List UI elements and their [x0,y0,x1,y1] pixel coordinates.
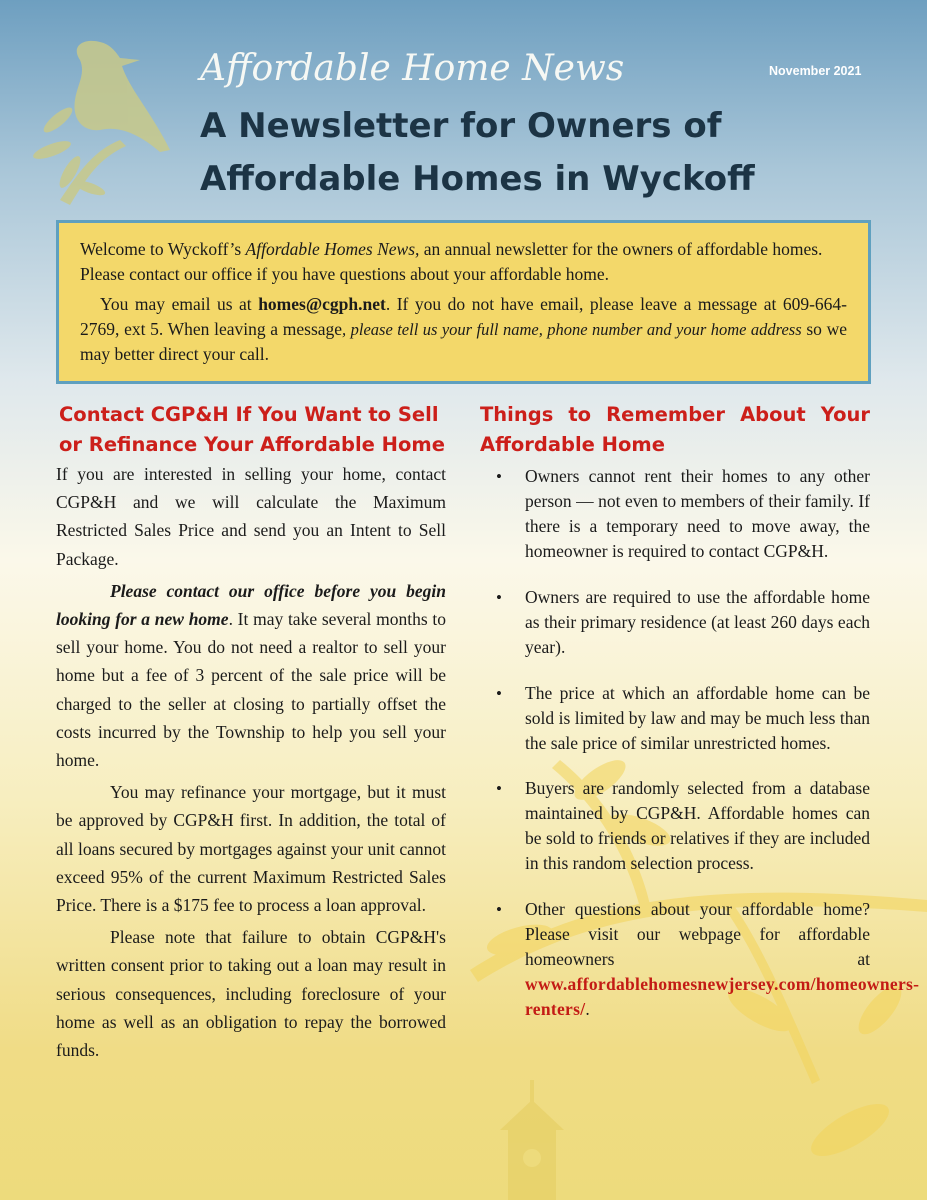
list-item-text: Buyers are randomly selected from a database maintained by CGP&H. Affordable homes can be sold to friends or relatives if they are included in this random selection process. [525,778,870,874]
things-to-remember-heading: Things to Remember About Your Affordable Home [480,403,870,456]
homeowners-webpage-link[interactable]: www.affordablehomesnewjersey.com/homeowners-renters/ [525,974,920,1020]
contact-before-paragraph [56,577,446,774]
contact-before-text: . It may take several months to sell your home. You do not need a realtor to sell your home but a fee of 3 percent of the sale price will be charged to the seller at closing to partially offset the costs incurred by the Township to help you sell your home. [56,609,446,771]
contact-text-end: so we may better direct your call. [80,319,847,364]
bullet-icon: • [496,779,502,799]
headline: A Newsletter for Owners of Affordable Homes in Wyckoff [200,106,755,199]
bullet-icon: • [496,587,502,607]
list-item-end: . [585,999,590,1020]
contact-instructions: , please tell us your full name, phone number and your home address [342,320,802,339]
bullet-icon: • [496,467,502,486]
list-item [480,681,870,756]
list-item [480,464,870,564]
sell-refinance-heading: Contact CGP&H If You Want to Sell or Refinance Your Affordable Home [59,403,445,456]
list-item [480,585,870,660]
things-to-remember-section [480,400,920,1043]
sell-refinance-section [56,400,446,1064]
issue-date: November 2021 [769,64,862,78]
list-item-text: The price at which an affordable home can be sold is limited by law and may be much less than the sale price of similar unrestricted homes. [525,682,870,753]
list-item-text: Owners cannot rent their homes to any other person — not even to members of their family. If there is a temporary need to move away, the homeowner is required to contact CGP&H. [525,466,870,561]
contact-paragraph [80,292,847,367]
contact-text: You may email us at [100,294,259,314]
contact-before-emphasis: Please contact our office before you begin looking for a new home [56,580,446,630]
welcome-text: Welcome to Wyckoff’s [80,239,246,259]
consent-paragraph: Please note that failure to obtain CGP&H's written consent prior to taking out a loan may result in serious consequences, including foreclosure of your home as well as an obligation to repay the borrowed funds. [56,927,446,1061]
list-item [480,897,920,1022]
list-item-text: Other questions about your affordable home? Please visit our webpage for affordable homeowners at [525,899,870,970]
welcome-paragraph [80,237,847,287]
newsletter-name-inline: Affordable Homes News, [245,239,420,259]
bullet-icon: • [496,900,502,920]
welcome-text-end: an annual newsletter for the owners of affordable homes. Please contact our office if you have questions about your affordable home. [80,239,823,284]
refinance-paragraph: You may refinance your mortgage, but it must be approved by CGP&H first. In addition, the total of all loans secured by mortgages against your unit cannot exceed 95% of the current Maximum Restricted Sales Price. There is a $175 fee to process a loan approval. [56,782,446,916]
list-item [480,776,870,876]
contact-phone-text: . If you do not have email, please leave a message at 609-664-2769, ext 5. When leaving a message [80,294,847,339]
list-item-text: Owners are required to use the affordable home as their primary residence (at least 260 days each year). [525,586,870,657]
email-address[interactable]: homes@cgph.net [258,294,386,314]
bullet-icon: • [496,683,502,703]
newsletter-name: Affordable Home News [200,48,625,89]
welcome-box [56,220,871,384]
selling-paragraph: If you are interested in selling your home, contact CGP&H and we will calculate the Maximum Restricted Sales Price and send you an Intent to Sell Package. [56,464,446,569]
reminder-list [480,464,920,1022]
